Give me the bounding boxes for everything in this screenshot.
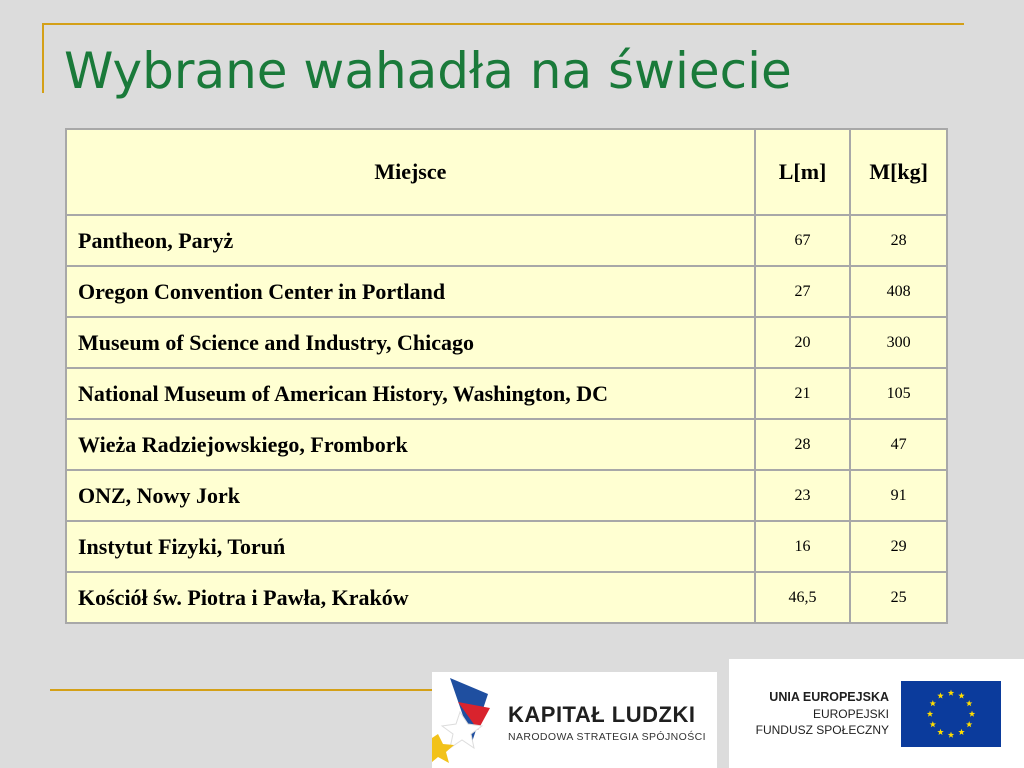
table-row bbox=[66, 266, 947, 317]
column-header-mass: M[kg] bbox=[850, 129, 947, 215]
top-accent-rule bbox=[42, 23, 964, 25]
pendulum-table bbox=[65, 128, 948, 624]
cell-mass: 105 bbox=[850, 368, 947, 419]
cell-length: 67 bbox=[755, 215, 851, 266]
cell-mass: 29 bbox=[850, 521, 947, 572]
eu-social-fund-logo bbox=[729, 659, 1024, 768]
table-row bbox=[66, 368, 947, 419]
table-header-row bbox=[66, 129, 947, 215]
table-row bbox=[66, 419, 947, 470]
cell-mass: 91 bbox=[850, 470, 947, 521]
kapital-ludzki-emblem-icon bbox=[432, 672, 492, 768]
eu-logo-line-1: UNIA EUROPEJSKA bbox=[769, 690, 889, 704]
slide-title: Wybrane wahadła na świecie bbox=[64, 42, 792, 100]
top-accent-tick bbox=[42, 23, 44, 93]
cell-length: 27 bbox=[755, 266, 851, 317]
table-row bbox=[66, 572, 947, 623]
cell-place: ONZ, Nowy Jork bbox=[66, 470, 755, 521]
table-row bbox=[66, 317, 947, 368]
column-header-length: L[m] bbox=[755, 129, 851, 215]
column-header-place: Miejsce bbox=[66, 129, 755, 215]
eu-logo-line-3: FUNDUSZ SPOŁECZNY bbox=[755, 723, 889, 737]
eu-logo-line-2: EUROPEJSKI bbox=[812, 707, 889, 721]
cell-place: Museum of Science and Industry, Chicago bbox=[66, 317, 755, 368]
table-row bbox=[66, 521, 947, 572]
cell-place: National Museum of American History, Washington, DC bbox=[66, 368, 755, 419]
cell-length: 28 bbox=[755, 419, 851, 470]
cell-place: Kościół św. Piotra i Pawła, Kraków bbox=[66, 572, 755, 623]
kapital-ludzki-logo bbox=[432, 672, 717, 768]
bottom-accent-rule bbox=[50, 689, 450, 691]
cell-length: 46,5 bbox=[755, 572, 851, 623]
cell-mass: 300 bbox=[850, 317, 947, 368]
cell-mass: 408 bbox=[850, 266, 947, 317]
eu-flag-icon bbox=[901, 681, 1001, 747]
cell-length: 20 bbox=[755, 317, 851, 368]
kapital-ludzki-title: KAPITAŁ LUDZKI bbox=[508, 702, 696, 727]
table-row bbox=[66, 215, 947, 266]
cell-length: 23 bbox=[755, 470, 851, 521]
kapital-ludzki-subtitle: NARODOWA STRATEGIA SPÓJNOŚCI bbox=[508, 731, 706, 743]
cell-mass: 47 bbox=[850, 419, 947, 470]
cell-mass: 28 bbox=[850, 215, 947, 266]
cell-place: Wieża Radziejowskiego, Frombork bbox=[66, 419, 755, 470]
cell-length: 16 bbox=[755, 521, 851, 572]
cell-length: 21 bbox=[755, 368, 851, 419]
table-row bbox=[66, 470, 947, 521]
cell-mass: 25 bbox=[850, 572, 947, 623]
cell-place: Instytut Fizyki, Toruń bbox=[66, 521, 755, 572]
cell-place: Oregon Convention Center in Portland bbox=[66, 266, 755, 317]
cell-place: Pantheon, Paryż bbox=[66, 215, 755, 266]
